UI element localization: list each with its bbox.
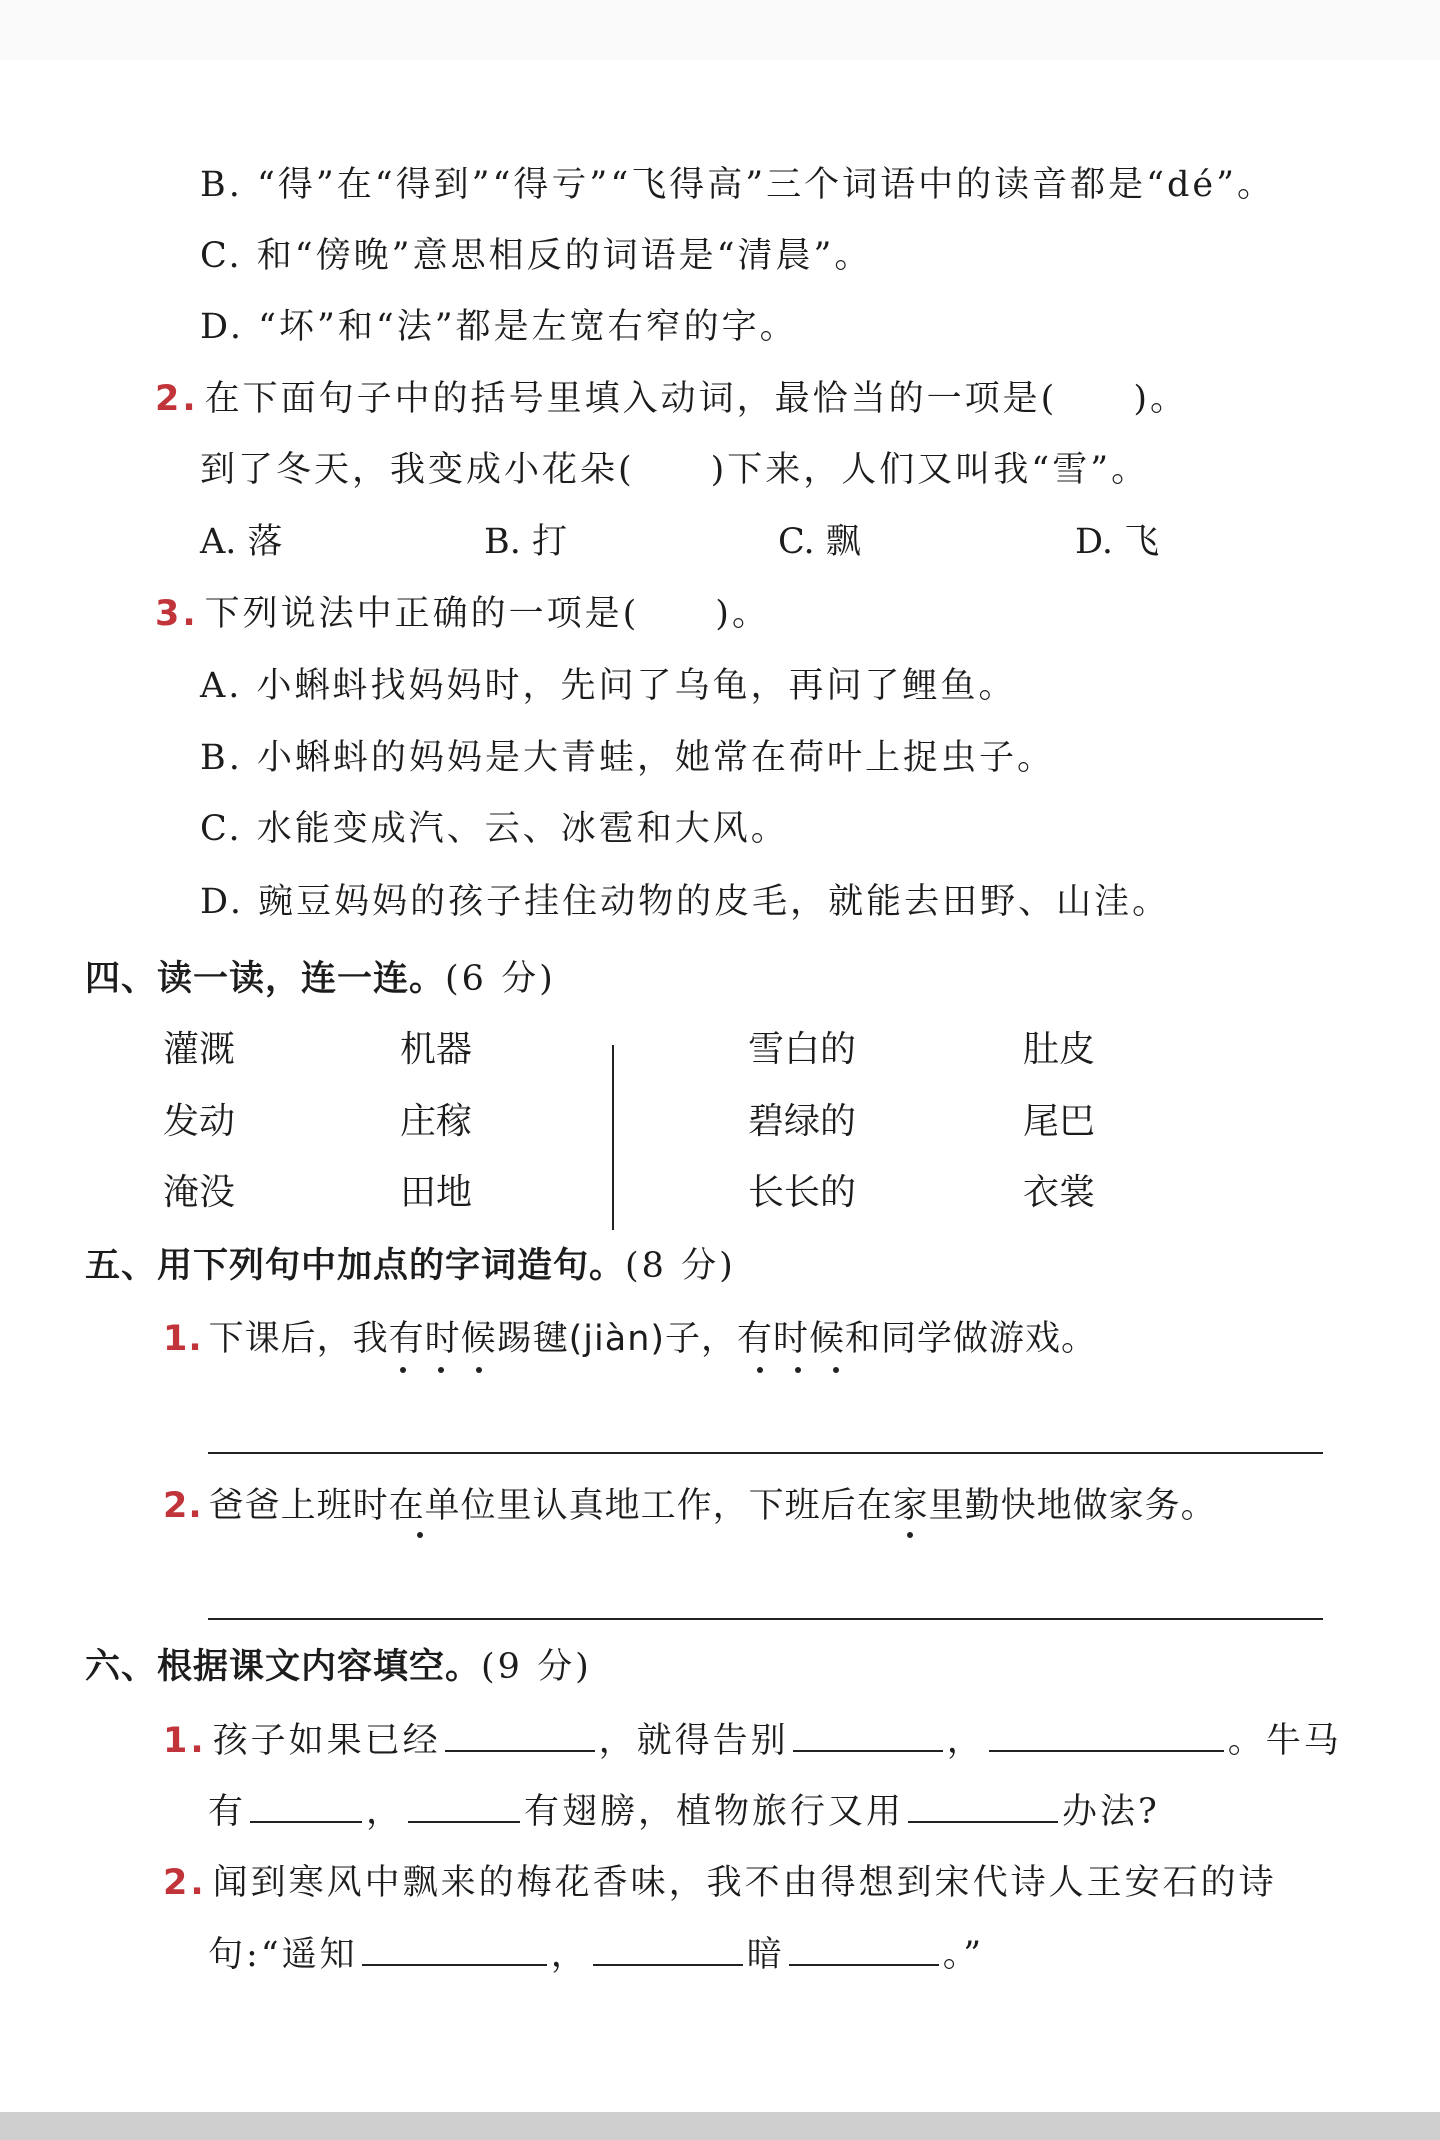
section-6-score: (9 分) xyxy=(481,1647,592,1687)
sec6-item-1-text-b: ，就得告别 xyxy=(598,1721,789,1761)
match-right-target-2[interactable]: 尾巴 xyxy=(1023,1101,1096,1142)
q2-stem: 在下面句子中的括号里填入动词，最恰当的一项是( )。 xyxy=(204,379,1188,419)
page-top-strip xyxy=(0,0,1440,60)
q2-option-c: C. 飘 xyxy=(778,522,861,562)
sec5-item-1-number: 1. xyxy=(163,1319,203,1359)
sec5-item-1 xyxy=(163,1317,1097,1361)
q3-option-b: B. 小蝌蚪的妈妈是大青蛙，她常在荷叶上捉虫子。 xyxy=(200,738,1055,778)
match-right-target-3[interactable]: 衣裳 xyxy=(1023,1172,1096,1213)
sec6-item-2-number: 2. xyxy=(163,1863,207,1903)
sec6-item-1-text-g: 有翅膀，植物旅行又用 xyxy=(524,1792,905,1832)
section-5-heading xyxy=(85,1244,736,1288)
emphasis-dot xyxy=(833,1367,839,1373)
q2-option-d: D. 飞 xyxy=(1075,522,1160,562)
fill-blank[interactable] xyxy=(908,1791,1058,1823)
fill-blank[interactable] xyxy=(989,1720,1224,1752)
section-4-heading xyxy=(85,957,556,1001)
sec6-item-2-text-b: 句:“遥知 xyxy=(208,1935,358,1975)
section-4-title: 四、读一读，连一连。 xyxy=(85,959,446,999)
emphasis-dot xyxy=(795,1367,801,1373)
match-left-word-2[interactable]: 发动 xyxy=(163,1101,236,1142)
answer-line-1[interactable] xyxy=(208,1452,1323,1454)
sec5-item-2 xyxy=(163,1484,1217,1528)
sec6-item-2-text-d: 暗 xyxy=(746,1935,785,1975)
fill-blank[interactable] xyxy=(593,1934,743,1966)
q3-stem: 下列说法中正确的一项是( )。 xyxy=(204,594,770,634)
q2-sentence: 到了冬天，我变成小花朵( )下来，人们又叫我“雪”。 xyxy=(200,450,1150,490)
answer-line-2[interactable] xyxy=(208,1618,1323,1620)
sec6-item-2-line-1 xyxy=(163,1861,1277,1905)
sec5-item-1-text: 下课后，我有时候踢毽(jiàn)子，有时候和同学做游戏。 xyxy=(208,1319,1098,1359)
sec6-item-2-text-e: 。” xyxy=(942,1935,985,1975)
fill-blank[interactable] xyxy=(445,1720,595,1752)
q3-option-d: D. 豌豆妈妈的孩子挂住动物的皮毛，就能去田野、山洼。 xyxy=(200,882,1171,922)
column-divider xyxy=(612,1045,614,1230)
emphasis-dot xyxy=(907,1532,913,1538)
fill-blank[interactable] xyxy=(789,1934,939,1966)
emphasis-dot xyxy=(476,1367,482,1373)
q3-stem-line xyxy=(155,592,770,636)
q2-number: 2. xyxy=(155,379,199,419)
sec6-item-1-text-a: 孩子如果已经 xyxy=(212,1721,441,1761)
sec6-item-1-text-h: 办法? xyxy=(1062,1792,1160,1832)
section-5-title: 五、用下列句中加点的字词造句。 xyxy=(85,1246,626,1286)
q2-option-a: A. 落 xyxy=(200,522,283,562)
sec6-item-2-text-a: 闻到寒风中飘来的梅花香味，我不由得想到宋代诗人王安石的诗 xyxy=(212,1863,1277,1903)
sec6-item-1-number: 1. xyxy=(163,1721,207,1761)
emphasis-dot xyxy=(438,1367,444,1373)
q1-option-b: B. “得”在“得到”“得亏”“飞得高”三个词语中的读音都是“dé”。 xyxy=(200,165,1276,205)
q2-option-b: B. 打 xyxy=(484,522,567,562)
match-right-word-3[interactable]: 长长的 xyxy=(748,1172,857,1213)
sec6-item-1-text-c: ， xyxy=(946,1721,985,1761)
sec6-item-1-text-d: 。牛马 xyxy=(1227,1721,1342,1761)
q1-option-d: D. “坏”和“法”都是左宽右窄的字。 xyxy=(200,307,798,347)
fill-blank[interactable] xyxy=(362,1934,547,1966)
sec6-item-2-text-c: ， xyxy=(550,1935,589,1975)
sec6-item-1-line-1 xyxy=(163,1719,1342,1763)
match-right-target-1[interactable]: 肚皮 xyxy=(1023,1029,1096,1070)
sec6-item-2-line-2 xyxy=(208,1933,984,1977)
page-bottom-strip xyxy=(0,2112,1440,2140)
match-right-word-1[interactable]: 雪白的 xyxy=(748,1029,857,1070)
sec6-item-1-text-f: ， xyxy=(366,1792,405,1832)
section-6-title: 六、根据课文内容填空。 xyxy=(85,1647,482,1687)
sec6-item-1-line-2 xyxy=(208,1790,1160,1834)
q1-option-c: C. 和“傍晚”意思相反的词语是“清晨”。 xyxy=(200,236,873,276)
section-6-heading xyxy=(85,1645,592,1689)
section-5-score: (8 分) xyxy=(625,1246,736,1286)
sec5-item-2-text: 爸爸上班时在单位里认真地工作，下班后在家里勤快地做家务。 xyxy=(208,1486,1217,1526)
fill-blank[interactable] xyxy=(250,1791,362,1823)
q3-option-a: A. 小蝌蚪找妈妈时，先问了乌龟，再问了鲤鱼。 xyxy=(200,666,1017,706)
q3-option-c: C. 水能变成汽、云、冰雹和大风。 xyxy=(200,809,789,849)
match-left-target-3[interactable]: 田地 xyxy=(400,1172,473,1213)
emphasis-dot xyxy=(757,1367,763,1373)
q3-number: 3. xyxy=(155,594,199,634)
q2-stem-line xyxy=(155,377,1188,421)
fill-blank[interactable] xyxy=(793,1720,943,1752)
emphasis-dot xyxy=(400,1367,406,1373)
fill-blank[interactable] xyxy=(408,1791,520,1823)
match-left-target-1[interactable]: 机器 xyxy=(400,1029,473,1070)
match-left-word-1[interactable]: 灌溉 xyxy=(163,1029,236,1070)
emphasis-dot xyxy=(417,1532,423,1538)
match-left-word-3[interactable]: 淹没 xyxy=(163,1172,236,1213)
sec6-item-1-text-e: 有 xyxy=(208,1792,247,1832)
match-left-target-2[interactable]: 庄稼 xyxy=(400,1101,473,1142)
match-right-word-2[interactable]: 碧绿的 xyxy=(748,1101,857,1142)
section-4-score: (6 分) xyxy=(445,959,556,999)
sec5-item-2-number: 2. xyxy=(163,1486,203,1526)
